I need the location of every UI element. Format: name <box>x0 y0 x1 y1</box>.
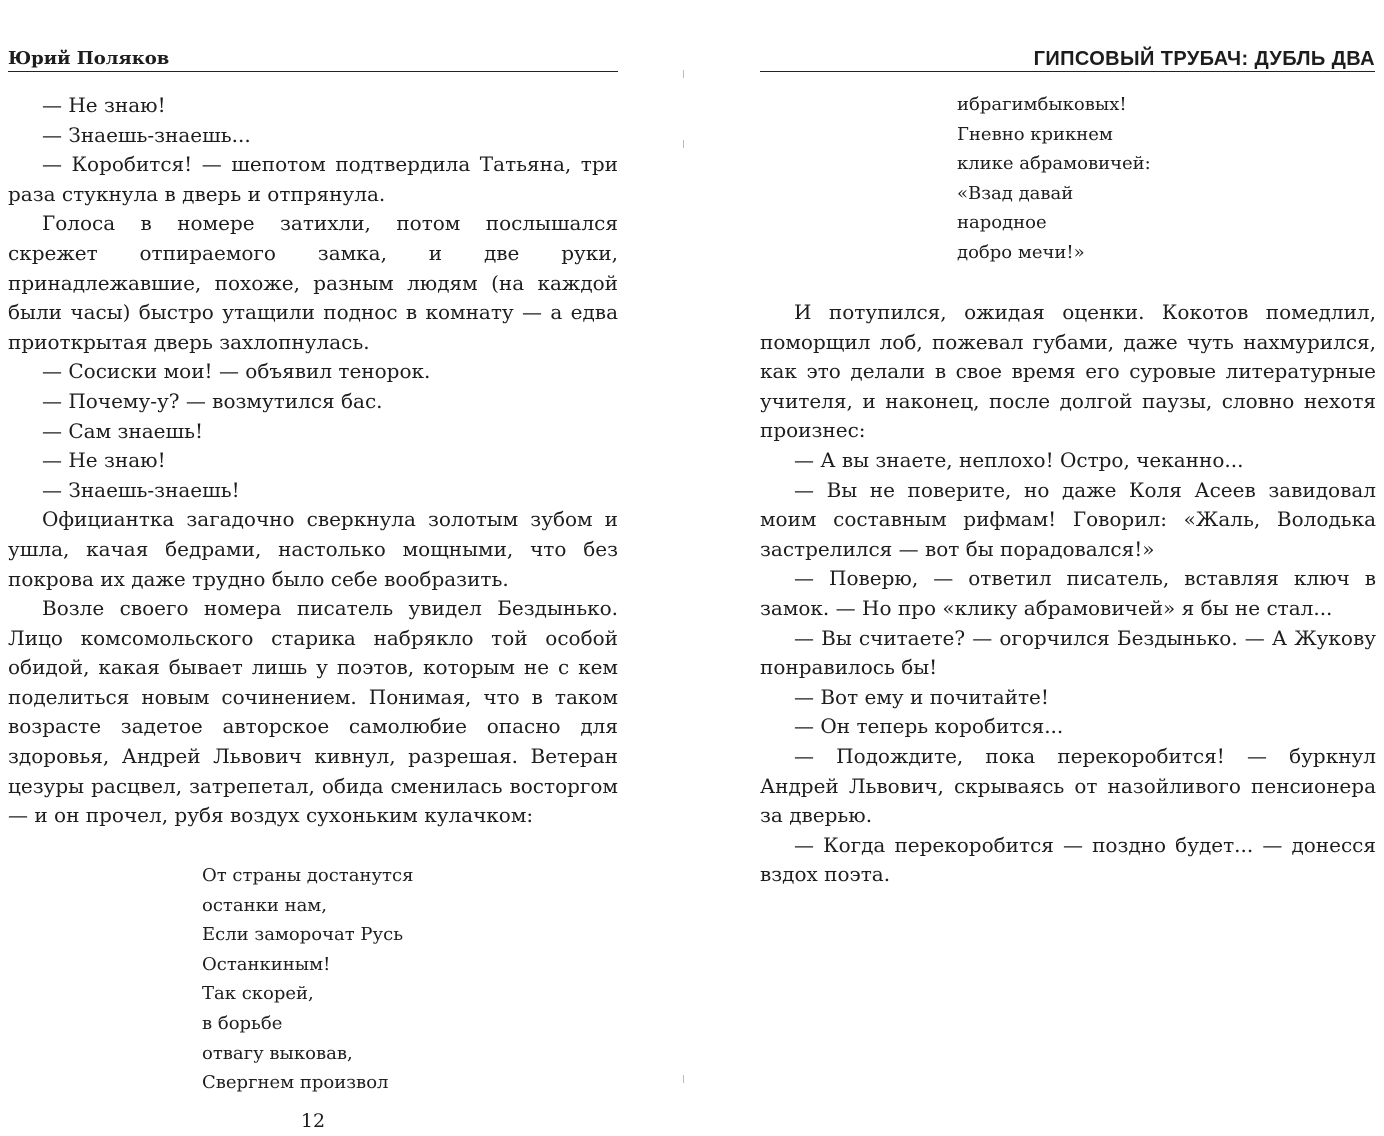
paragraph: Голоса в номере затихли, потом послышался скрежет отпираемого замка, и две руки, принадлежавшие, похоже, разным людям (на каждой были часы) быстро утащили поднос в комнату — а едва приоткрытая дверь захлопнулась. <box>8 211 618 354</box>
paragraph: — Не знаю! <box>42 448 166 473</box>
paragraph: — Вы не поверите, но даже Коля Асеев завидовал моим составным рифмам! Говорил: «Жаль, Володька застрелился — вот бы порадовался!» <box>760 477 1376 561</box>
paragraph: — Знаешь-знаешь... <box>42 122 251 147</box>
verse-line: Так скорей, <box>202 983 314 1005</box>
verse-line: «Взад давай <box>957 182 1074 204</box>
paragraph: — Он теперь коробится... <box>794 714 1064 739</box>
paragraph: — Коробится! — шепотом подтвердила Татьяна, три раза стукнула в дверь и отпрянула. <box>8 152 618 206</box>
running-head-author: Юрий Поляков <box>8 47 618 72</box>
verse-line: От страны достанутся <box>202 865 414 886</box>
paragraph: И потупился, ожидая оценки. Кокотов помедлил, поморщил лоб, пожевал губами, даже чуть нахмурился, как это делали в свое время его суровые литературные учителя, и наконец, после долгой паузы, словно нехотя произнес: <box>760 300 1376 443</box>
paragraph: — Вот ему и почитайте! <box>794 684 1049 709</box>
right-prose <box>760 298 1376 890</box>
verse-line: останки нам, <box>202 894 328 916</box>
verse-line: ибрагимбыковых! <box>957 94 1127 115</box>
left-verse <box>202 861 413 1098</box>
paragraph: — Знаешь-знаешь! <box>42 477 240 502</box>
paragraph: — Когда перекоробится — поздно будет... — донесся вздох поэта. <box>760 832 1376 887</box>
paragraph: — Почему-у? — возмутился бас. <box>42 388 383 413</box>
verse-line: отвагу выковав, <box>202 1042 353 1064</box>
gutter-mark <box>683 70 684 78</box>
verse-line: клике абрамовичей: <box>957 153 1151 175</box>
paragraph: — Сам знаешь! <box>42 418 204 443</box>
verse-line: народное <box>957 212 1047 234</box>
paragraph: — Сосиски мои! — объявил тенорок. <box>42 359 431 384</box>
page-number: 12 <box>300 1110 326 1132</box>
paragraph: — Подождите, пока перекоробится! — буркнул Андрей Львович, скрываясь от назойливого пенсионера за дверью. <box>760 743 1376 828</box>
paragraph: — Вы считаете? — огорчился Бездынько. — А Жукову понравилось бы! <box>760 625 1376 680</box>
gutter-mark <box>683 1075 684 1083</box>
verse-line: Останкиным! <box>202 953 331 975</box>
paragraph: Официантка загадочно сверкнула золотым зубом и ушла, качая бедрами, настолько мощными, что без покрова их даже трудно было себе вообразить. <box>8 507 618 591</box>
left-page <box>0 0 640 1136</box>
right-page <box>744 0 1384 1136</box>
running-head-title: ГИПСОВЫЙ ТРУБАЧ: ДУБЛЬ ДВА <box>760 47 1375 72</box>
right-verse <box>957 90 1151 268</box>
paragraph: Возле своего номера писатель увидел Бездынько. Лицо комсомольского старика набрякло той особой обидой, какая бывает лишь у поэтов, которым не с кем поделиться новым сочинением. Понимая, что в таком возрасте задетое авторское самолюбие опасно для здоровья, Андрей Львович кивнул, разрешая. Ветеран цезуры расцвел, затрепетал, обида сменилась восторгом — и он прочел, рубя воздух сухоньким кулачком: <box>8 596 618 828</box>
left-prose <box>8 91 618 831</box>
paragraph: — А вы знаете, неплохо! Остро, чеканно... <box>794 447 1244 472</box>
paragraph: — Не знаю! <box>42 93 166 117</box>
gutter-mark <box>683 140 684 148</box>
paragraph: — Поверю, — ответил писатель, вставляя ключ в замок. — Но про «клику абрамовичей» я бы не стал... <box>760 566 1376 620</box>
verse-line: Гневно крикнем <box>957 123 1113 145</box>
verse-line: в борьбе <box>202 1012 283 1034</box>
verse-line: Если заморочат Русь <box>202 924 404 946</box>
verse-line: добро мечи!» <box>957 241 1085 263</box>
verse-line: Свергнем произвол <box>202 1072 389 1094</box>
